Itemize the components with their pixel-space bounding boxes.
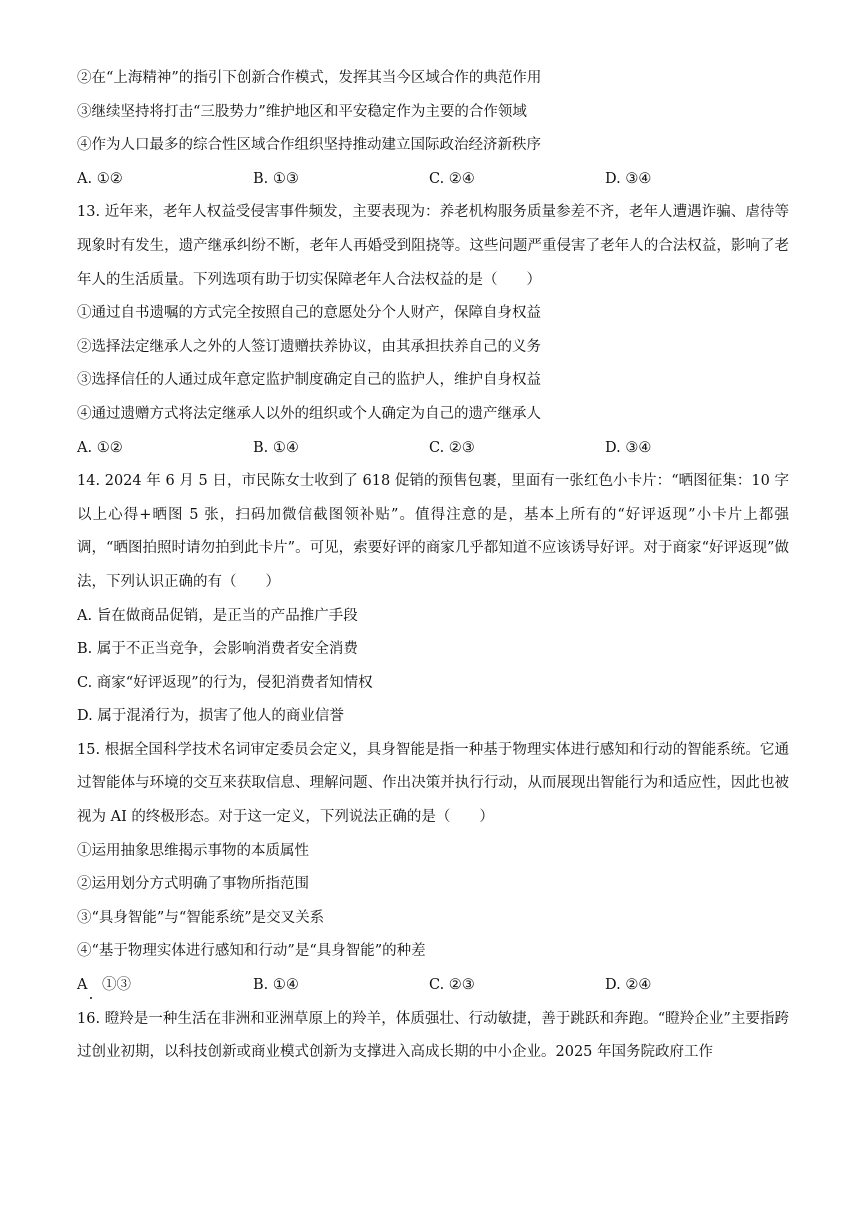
q14-option-a: A. 旨在做商品促销，是正当的产品推广手段 <box>77 607 358 624</box>
q15-choice-d: D. ②④ <box>605 977 652 994</box>
q14-stem: 14. 2024 年 6 月 5 日，市民陈女士收到了 618 促销的预售包裹，里面有一张红色小卡片：“晒图征集：10 字以上心得+晒图 5 张，扫码加微信截图领补贴”。值得注意的是，基本上所有的“好评返现”小卡片上都强调，“晒图拍照时请勿拍到此卡片”。可见，索要好评的商家几乎都知道不应该诱导好评。对于商家“好评返现”做法，下列认识正确的有（ ） <box>77 473 789 590</box>
q13-stem: 13. 近年来，老年人权益受侵害事件频发，主要表现为：养老机构服务质量参差不齐，老年人遭遇诈骗、虐待等现象时有发生，遗产继承纠纷不断，老年人再婚受到阻挠等。这些问题严重侵害了老年人的合法权益，影响了老年人的生活质量。下列选项有助于切实保障老年人合法权益的是（ ） <box>77 204 789 288</box>
q16-stem: 16. 瞪羚是一种生活在非洲和亚洲草原上的羚羊，体质强壮、行动敏捷，善于跳跃和奔跑。“瞪羚企业”主要指跨过创业初期，以科技创新或商业模式创新为支撑进入高成长期的中小企业。2025 年国务院政府工作 <box>77 1010 789 1061</box>
q12-choice-c: C. ②④ <box>429 170 475 187</box>
q13-choice-d: D. ③④ <box>605 439 652 456</box>
q13-choice-c: C. ②③ <box>429 439 475 456</box>
q13-option-4: ④通过遗赠方式将法定继承人以外的组织或个人确定为自己的遗产继承人 <box>77 405 541 422</box>
q15-choices <box>77 969 789 1003</box>
q15-choice-c: C. ②③ <box>429 977 475 994</box>
q13-option-2: ②选择法定继承人之外的人签订遗赠扶养协议，由其承担扶养自己的义务 <box>77 338 541 355</box>
q15-stem: 15. 根据全国科学技术名词审定委员会定义，具身智能是指一种基于物理实体进行感知和行动的智能系统。它通过智能体与环境的交互来获取信息、理解问题、作出决策并执行行动，从而展现出智能行为和适应性，因此也被视为 AI 的终极形态。对于这一定义，下列说法正确的是（ ） <box>77 741 789 826</box>
q13-option-3: ③选择信任的人通过成年意定监护制度确定自己的监护人，维护自身权益 <box>77 372 541 389</box>
q15-choice-a: A ①③ <box>77 969 253 1003</box>
q15-option-4: ④“基于物理实体进行感知和行动”是“具身智能”的种差 <box>77 943 426 960</box>
q15-option-2: ②运用划分方式明确了事物所指范围 <box>77 876 309 893</box>
q14-option-c: C. 商家“好评返现”的行为，侵犯消费者知情权 <box>77 674 373 691</box>
q12-choice-b: B. ①③ <box>253 170 299 187</box>
q13-choices <box>77 432 789 466</box>
q12-choice-a: A. ①② <box>77 170 123 187</box>
q13-choice-b: B. ①④ <box>253 439 299 456</box>
exam-page <box>77 62 789 1070</box>
q15-option-1: ①运用抽象思维揭示事物的本质属性 <box>77 842 309 859</box>
q12-option-4: ④作为人口最多的综合性区域合作组织坚持推动建立国际政治经济新秩序 <box>77 137 541 154</box>
q14-option-b: B. 属于不正当竞争，会影响消费者安全消费 <box>77 641 358 658</box>
q13-choice-a: A. ①② <box>77 439 123 456</box>
q13-option-1: ①通过自书遗嘱的方式完全按照自己的意愿处分个人财产，保障自身权益 <box>77 305 541 322</box>
q12-option-3: ③继续坚持将打击“三股势力”维护地区和平安稳定作为主要的合作领域 <box>77 103 527 120</box>
q15-option-3: ③“具身智能”与“智能系统”是交叉关系 <box>77 909 325 926</box>
q15-choice-b: B. ①④ <box>253 977 299 994</box>
q12-option-2: ②在“上海精神”的指引下创新合作模式，发挥其当今区域合作的典范作用 <box>77 70 542 86</box>
q12-choice-d: D. ③④ <box>605 170 652 187</box>
q12-choices <box>77 163 789 197</box>
q14-option-d: D. 属于混淆行为，损害了他人的商业信誉 <box>77 708 344 725</box>
